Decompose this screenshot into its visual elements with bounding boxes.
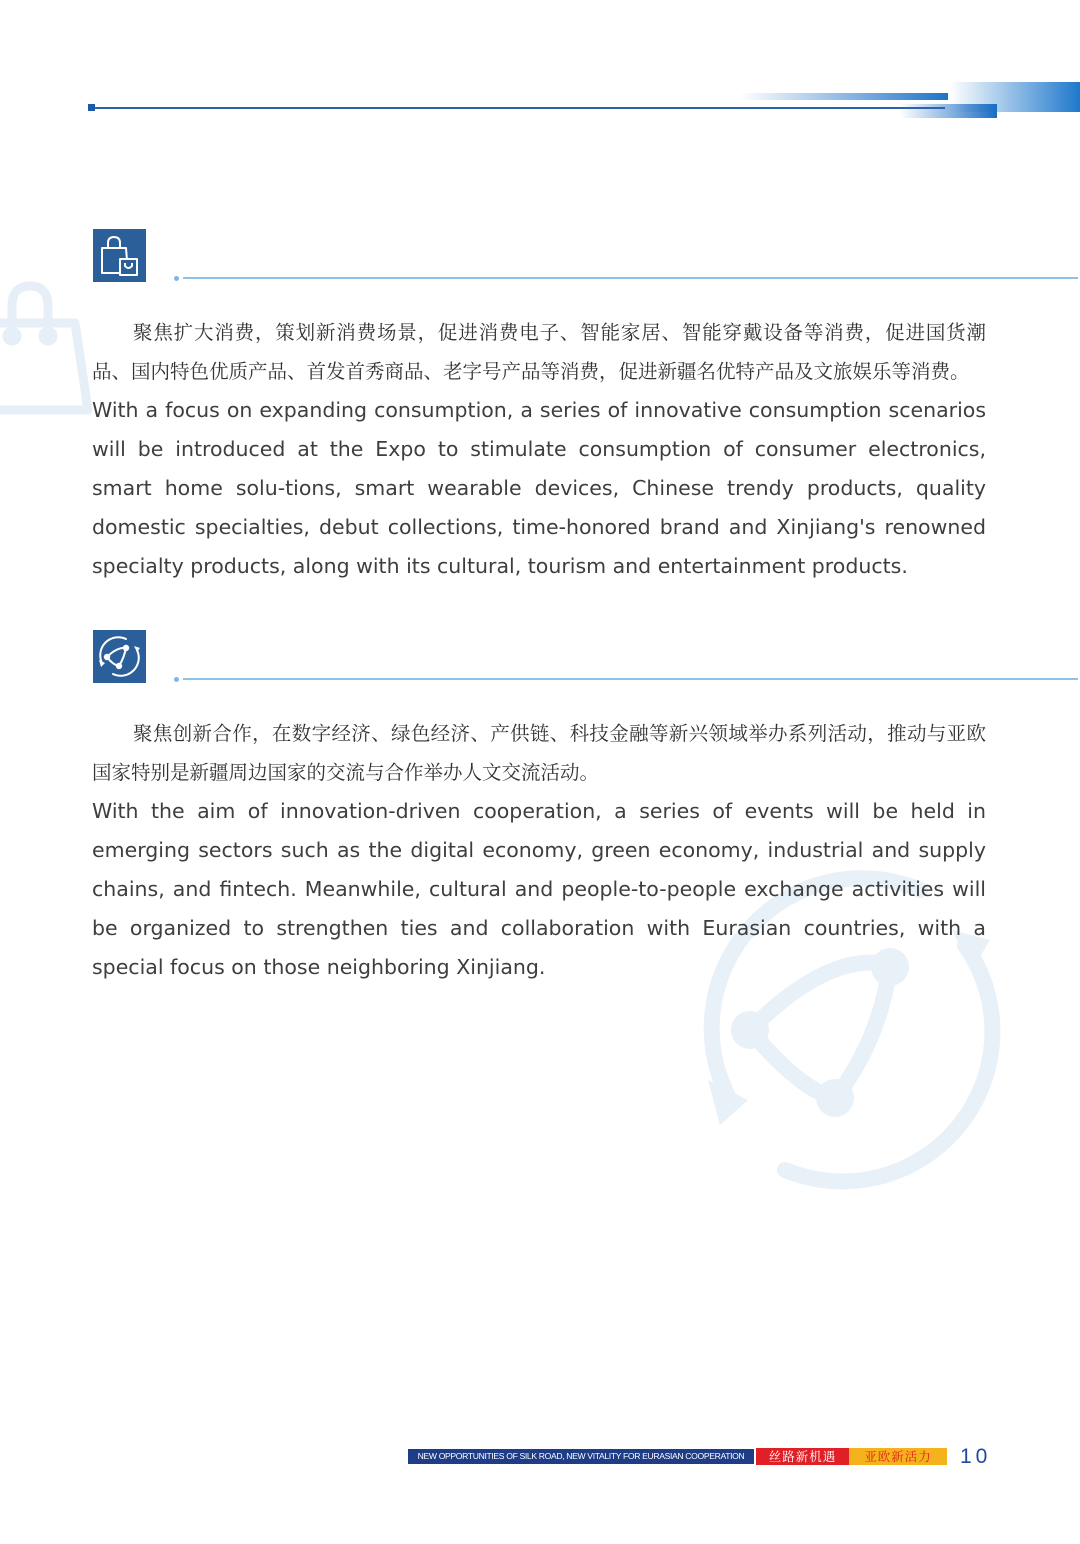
page-number: 10 [960,1445,992,1468]
header-rule [95,107,945,109]
header-gradient-decoration [740,93,948,100]
footer-slogan-english: NEW OPPORTUNITIES OF SILK ROAD, NEW VITALITY FOR EURASIAN COOPERATION [408,1449,754,1464]
section-1-english-text: With a focus on expanding consumption, a series of innovative consumption scenarios will be introduced at the Expo to stimulate consumption of consumer electronics, smart home solu-tions, smart wearable devices, Chinese trendy products, quality domestic specialties, debut collections, time-honored brand and Xinjiang's renowned specialty products, along with its cultural, tourism and entertainment products. [92,398,986,578]
global-network-icon [93,630,146,683]
section-2-english-text: With the aim of innovation-driven cooperation, a series of events will be held in emerging sectors such as the digital economy, green economy, industrial and supply chains, and fintech. Meanwhile, cultural and people-to-people exchange activities will be organized to strengthen ties and collaboration with Eurasian countries, with a special focus on those neighboring Xinjiang. [92,799,986,979]
section-rule-dot [174,677,179,682]
section-1-chinese-text: 聚焦扩大消费，策划新消费场景，促进消费电子、智能家居、智能穿戴设备等消费，促进国货潮品、国内特色优质产品、首发首秀商品、老字号产品等消费，促进新疆名优特产品及文旅娱乐等消费。 [92,321,986,383]
section-rule-dot [174,276,179,281]
section-rule [183,678,1078,680]
shopping-bag-watermark-icon [0,278,100,418]
footer-slogan-chinese-1: 丝路新机遇 [756,1448,849,1465]
header-square-marker [88,104,95,111]
section-rule [183,277,1078,279]
section-2-chinese-text: 聚焦创新合作，在数字经济、绿色经济、产供链、科技金融等新兴领域举办系列活动，推动与亚欧国家特别是新疆周边国家的交流与合作举办人文交流活动。 [92,722,986,784]
shopping-bag-icon [93,229,146,282]
footer-slogan-chinese-2: 亚欧新活力 [849,1448,947,1465]
